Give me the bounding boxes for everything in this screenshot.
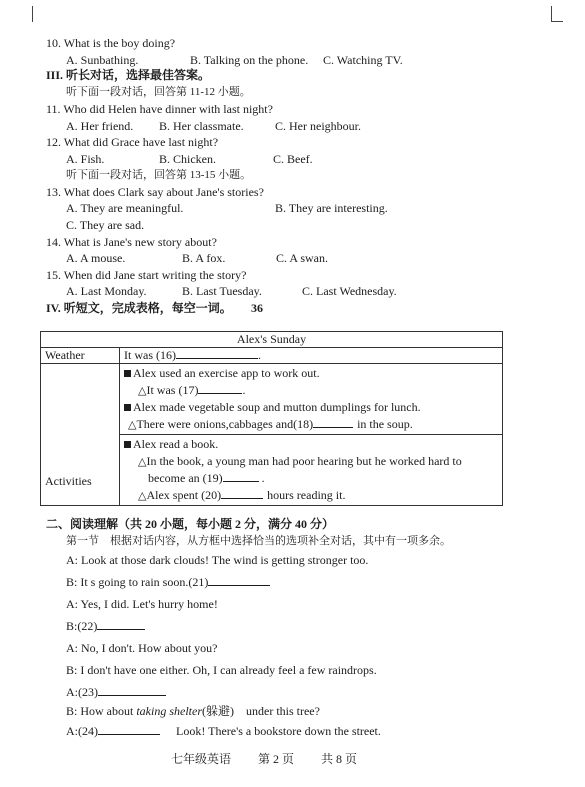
blank-22[interactable]	[97, 619, 145, 630]
q13-option-b: B. They are interesting.	[275, 201, 388, 215]
dialogue-line-1: A: Look at those dark clouds! The wind is getting stronger too.	[66, 553, 369, 567]
activities-label: Activities	[41, 364, 120, 506]
dialogue-line-6: B: I don't have one either. Oh, I can already feel a few raindrops.	[66, 663, 377, 677]
alex-sunday-table	[40, 331, 503, 506]
q13-option-c: C. They are sad.	[66, 218, 145, 232]
dialogue-line-9-text: A:(24)	[66, 724, 98, 738]
q11-option-c: C. Her neighbour.	[275, 119, 361, 133]
footer-total: 共 8 页	[321, 752, 358, 766]
crop-mark-right	[551, 6, 552, 22]
section-4-score: 36	[251, 301, 263, 315]
weather-end: .	[257, 348, 261, 362]
triangle-bullet-icon: △	[128, 418, 137, 431]
activity-2: Alex made vegetable soup and mutton dumplings for lunch.	[133, 400, 421, 414]
activity-2-sub-end: in the soup.	[357, 416, 413, 431]
dialogue-line-3: A: Yes, I did. Let's hurry home!	[66, 597, 218, 611]
footer-subject: 七年级英语	[171, 752, 232, 766]
question-10: 10. What is the boy doing?	[46, 36, 176, 50]
activity-3-sub-3-end: hours reading it.	[267, 487, 346, 502]
part-2-heading: 二、阅读理解（共 20 小题，每小题 2 分，满分 40 分）	[46, 517, 335, 531]
dialogue-line-8-a: B: How about	[66, 704, 137, 718]
section-3-note-2: 听下面一段对话，回答第 13-15 小题。	[66, 169, 252, 181]
activity-3-sub-2: become an (19)	[148, 471, 223, 485]
q11-option-a: A. Her friend.	[66, 119, 134, 133]
section-3-note-1: 听下面一段对话，回答第 11-12 小题。	[66, 86, 251, 98]
q15-option-a: A. Last Monday.	[66, 284, 147, 298]
q10-option-b: B. Talking on the phone.	[190, 53, 309, 67]
activity-3-sub-3: Alex spent (20)	[146, 487, 222, 502]
filled-square-bullet-icon	[124, 404, 131, 411]
activity-3: Alex read a book.	[133, 437, 219, 451]
dialogue-line-8-italic: taking shelter	[136, 704, 202, 718]
blank-18[interactable]	[313, 417, 353, 428]
blank-23[interactable]	[98, 685, 166, 696]
blank-24[interactable]	[98, 724, 160, 735]
q12-option-c: C. Beef.	[273, 152, 313, 166]
question-12: 12. What did Grace have last night?	[46, 135, 219, 149]
weather-cell	[120, 348, 503, 364]
dialogue-line-9	[66, 724, 381, 738]
blank-20[interactable]	[221, 488, 263, 499]
q11-option-b: B. Her classmate.	[159, 119, 244, 133]
q12-option-a: A. Fish.	[66, 152, 105, 166]
question-11: 11. Who did Helen have dinner with last night?	[46, 102, 273, 116]
crop-mark-left	[32, 6, 33, 22]
footer-page: 第 2 页	[258, 752, 295, 766]
dialogue-line-8	[66, 704, 320, 718]
activity-3-sub: In the book, a young man had poor hearing but he worked hard to	[146, 453, 462, 468]
table-title: Alex's Sunday	[41, 332, 503, 348]
dialogue-line-7	[66, 685, 166, 699]
activity-cell-2	[120, 435, 503, 506]
activity-3-sub-2-end: .	[261, 471, 265, 485]
activity-1-sub: It was (17)	[146, 382, 199, 397]
blank-21[interactable]	[208, 575, 270, 586]
activity-2-sub: There were onions,cabbages and(18)	[136, 416, 314, 431]
dialogue-line-9-b: Look! There's a bookstore down the street.	[176, 724, 381, 738]
question-14: 14. What is Jane's new story about?	[46, 235, 217, 249]
q14-option-c: C. A swan.	[276, 251, 329, 265]
activity-1: Alex used an exercise app to work out.	[133, 366, 320, 380]
filled-square-bullet-icon	[124, 441, 131, 448]
question-15: 15. When did Jane start writing the story?	[46, 268, 247, 282]
triangle-bullet-icon: △	[138, 455, 147, 468]
dialogue-line-7-text: A:(23)	[66, 685, 98, 699]
dialogue-line-5: A: No, I don't. How about you?	[66, 641, 218, 655]
dialogue-line-4	[66, 619, 145, 633]
q13-option-a: A. They are meaningful.	[66, 201, 184, 215]
q12-option-b: B. Chicken.	[159, 152, 216, 166]
dialogue-line-8-c: (躲避) under this tree?	[202, 704, 320, 718]
activity-1-sub-end: .	[242, 382, 246, 397]
q14-option-b: B. A fox.	[182, 251, 226, 265]
blank-19[interactable]	[223, 471, 259, 482]
dialogue-line-2-text: B: It s going to rain soon.(21)	[66, 575, 209, 589]
section-4-heading: IV. 听短文，完成表格，每空一词。	[46, 301, 232, 315]
q10-option-c: C. Watching TV.	[323, 53, 403, 67]
blank-17[interactable]	[198, 383, 242, 394]
q10-option-a: A. Sunbathing.	[66, 53, 139, 67]
dialogue-line-2	[66, 575, 270, 589]
triangle-bullet-icon: △	[138, 384, 147, 397]
crop-mark-right-h	[551, 21, 563, 22]
q15-option-b: B. Last Tuesday.	[182, 284, 262, 298]
triangle-bullet-icon: △	[138, 489, 147, 502]
part-2-intro: 第一节 根据对话内容，从方框中选择恰当的选项补全对话，其中有一项多余。	[66, 535, 451, 547]
weather-label: Weather	[41, 348, 120, 364]
question-13: 13. What does Clark say about Jane's stories?	[46, 185, 264, 199]
blank-16[interactable]	[176, 348, 258, 359]
filled-square-bullet-icon	[124, 370, 131, 377]
weather-text: It was (16)	[124, 348, 176, 362]
activity-cell-1	[120, 364, 503, 435]
dialogue-line-4-text: B:(22)	[66, 619, 98, 633]
q15-option-c: C. Last Wednesday.	[302, 284, 397, 298]
section-3-heading: III. 听长对话，选择最佳答案。	[46, 68, 211, 82]
q14-option-a: A. A mouse.	[66, 251, 126, 265]
